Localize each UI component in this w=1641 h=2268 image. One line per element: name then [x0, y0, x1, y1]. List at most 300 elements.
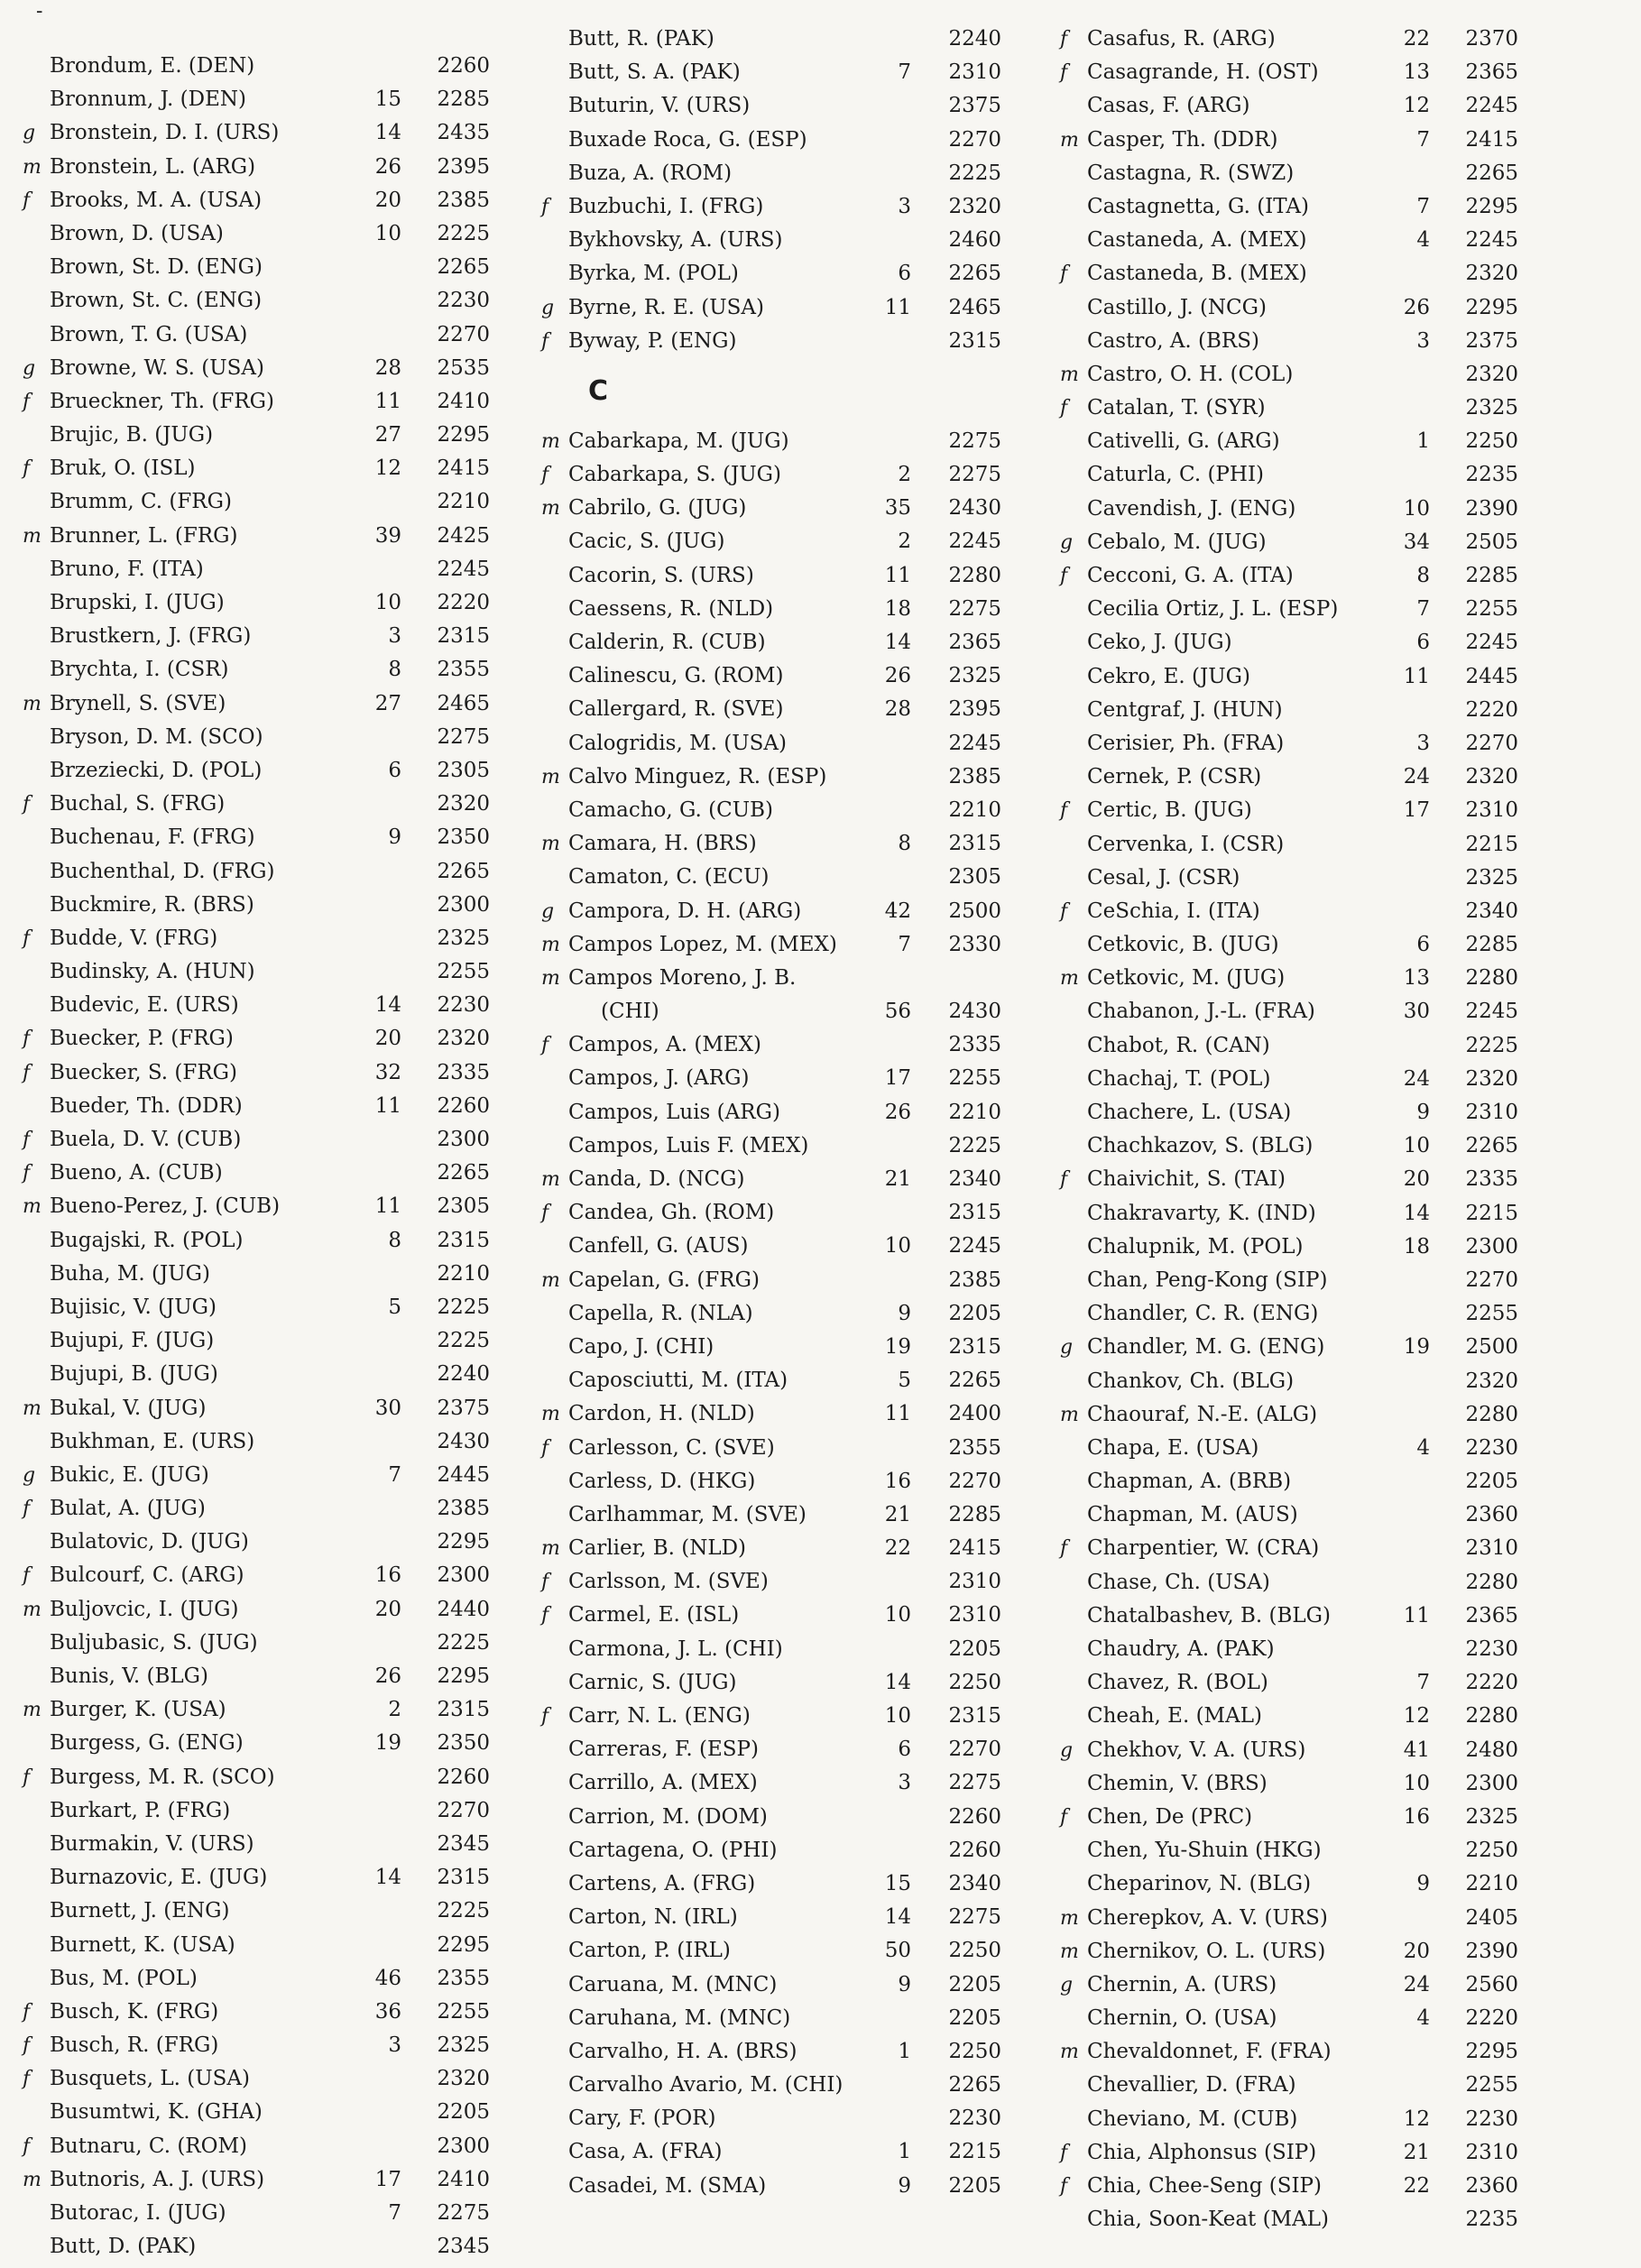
- player-entry: [23, 1123, 564, 1157]
- player-entry: [23, 821, 564, 854]
- title-marker: f: [23, 1129, 31, 1151]
- games-count: 1: [898, 2140, 911, 2164]
- player-entry: [1060, 626, 1601, 659]
- player-name: Brustkern, J. (FRG): [50, 624, 252, 649]
- player-name: Carreras, F. (ESP): [568, 1738, 760, 1762]
- player-name: (CHI): [601, 1000, 659, 1024]
- title-marker: f: [541, 1202, 549, 1225]
- player-name: Bulcourf, C. (ARG): [50, 1563, 244, 1588]
- elo-rating: 2240: [948, 27, 1001, 51]
- games-count: 28: [374, 355, 401, 380]
- games-count: 24: [1403, 1066, 1430, 1091]
- player-entry: [1060, 1063, 1601, 1096]
- player-entry: [1060, 224, 1601, 257]
- player-entry: [1060, 1264, 1601, 1297]
- elo-rating: 2360: [1465, 1503, 1518, 1527]
- player-name: Cartagena, O. (PHI): [568, 1838, 778, 1862]
- player-name: Chapman, M. (AUS): [1087, 1503, 1298, 1527]
- elo-rating: 2255: [1465, 597, 1518, 622]
- player-entry: [1060, 2170, 1601, 2203]
- player-entry: [23, 2029, 564, 2062]
- player-name: Bujisic, V. (JUG): [50, 1295, 217, 1319]
- elo-rating: 2245: [948, 1234, 1001, 1258]
- elo-rating: 2315: [437, 1866, 490, 1890]
- elo-rating: 2220: [1465, 697, 1518, 722]
- player-name: Buchenthal, D. (FRG): [50, 859, 275, 883]
- elo-rating: 2250: [1465, 429, 1518, 454]
- title-marker: m: [1060, 128, 1079, 152]
- player-entry: [23, 284, 564, 318]
- player-name: Carlsson, M. (SVE): [568, 1570, 769, 1594]
- player-entry: [541, 89, 1083, 123]
- player-entry: [541, 1129, 1083, 1163]
- player-name: Brzeziecki, D. (POL): [50, 758, 263, 782]
- player-name: Browne, W. S. (USA): [50, 355, 264, 380]
- games-count: 16: [1403, 1804, 1430, 1829]
- player-entry: [23, 83, 564, 116]
- player-entry: [1060, 995, 1601, 1028]
- games-count: 6: [898, 262, 911, 286]
- games-count: 7: [1416, 127, 1430, 152]
- player-name: Butt, R. (PAK): [568, 27, 714, 51]
- player-name: Certic, B. (JUG): [1087, 798, 1252, 823]
- player-name: Brynell, S. (SVE): [50, 691, 226, 715]
- player-name: Cecconi, G. A. (ITA): [1087, 564, 1294, 587]
- player-entry: [23, 1559, 564, 1592]
- player-entry: [23, 116, 564, 150]
- player-name: Bujupi, B. (JUG): [50, 1362, 218, 1387]
- games-count: 9: [898, 1972, 911, 1996]
- games-count: 9: [898, 1301, 911, 1325]
- player-entry: [541, 1565, 1083, 1599]
- elo-rating: 2310: [1465, 798, 1518, 823]
- elo-rating: 2310: [1465, 1101, 1518, 1124]
- elo-rating: 2300: [437, 1563, 490, 1588]
- player-entry: [1060, 727, 1601, 761]
- title-marker: f: [1060, 61, 1068, 85]
- elo-rating: 2305: [948, 865, 1001, 890]
- player-name: Bueno-Perez, J. (CUB): [50, 1194, 281, 1219]
- player-name: Brueckner, Th. (FRG): [50, 389, 275, 413]
- elo-rating: 2210: [948, 1100, 1001, 1124]
- player-entry: [1060, 1734, 1601, 1767]
- games-count: 18: [1403, 1234, 1430, 1258]
- player-name: Cetkovic, B. (JUG): [1087, 933, 1279, 957]
- player-name: Casper, Th. (DDR): [1087, 127, 1278, 152]
- games-count: 3: [1416, 328, 1430, 353]
- title-marker: m: [1060, 363, 1079, 386]
- games-count: 6: [1416, 933, 1430, 957]
- elo-rating: 2430: [948, 496, 1001, 521]
- player-name: Campos, Luis (ARG): [568, 1100, 780, 1124]
- elo-rating: 2255: [948, 1066, 1001, 1091]
- player-name: Chachere, L. (USA): [1087, 1101, 1292, 1124]
- elo-rating: 2310: [948, 60, 1001, 85]
- player-name: Burnett, K. (USA): [50, 1932, 235, 1957]
- elo-rating: 2265: [948, 2073, 1001, 2097]
- player-entry: [23, 385, 564, 419]
- player-name: Bruk, O. (ISL): [50, 456, 196, 481]
- elo-rating: 2320: [437, 2067, 490, 2091]
- player-name: Budde, V. (FRG): [50, 926, 218, 950]
- player-name: Campos, Luis F. (MEX): [568, 1133, 809, 1157]
- player-entry: [1060, 559, 1601, 593]
- player-name: Buckmire, R. (BRS): [50, 892, 254, 917]
- player-entry: [23, 1358, 564, 1391]
- player-entry: [541, 1766, 1083, 1800]
- elo-rating: 2320: [437, 792, 490, 816]
- player-entry: [23, 1828, 564, 1861]
- player-entry: [23, 754, 564, 788]
- player-entry: [1060, 358, 1601, 392]
- player-entry: [541, 1801, 1083, 1834]
- player-name: Canfell, G. (AUS): [568, 1234, 749, 1258]
- player-name: Carrillo, A. (MEX): [568, 1771, 758, 1795]
- title-marker: f: [1060, 28, 1068, 51]
- player-name: Bulat, A. (JUG): [50, 1497, 206, 1521]
- player-name: Calinescu, G. (ROM): [568, 664, 784, 688]
- games-count: 6: [388, 758, 401, 782]
- player-name: Casa, A. (FRA): [568, 2140, 723, 2164]
- elo-rating: 2205: [1465, 1470, 1518, 1494]
- player-entry: [541, 1666, 1083, 1700]
- elo-rating: 2205: [948, 1972, 1001, 1996]
- games-count: 30: [374, 1396, 401, 1420]
- player-name: Cesal, J. (CSR): [1087, 865, 1240, 890]
- player-entry: [541, 1196, 1083, 1230]
- title-marker: m: [541, 1537, 560, 1561]
- games-count: 11: [884, 1402, 911, 1426]
- games-count: 20: [1403, 1939, 1430, 1963]
- elo-rating: 2260: [437, 1765, 490, 1789]
- player-name: Caturla, C. (PHI): [1087, 463, 1265, 487]
- player-name: Cheah, E. (MAL): [1087, 1704, 1262, 1729]
- player-entry: [23, 1190, 564, 1223]
- elo-rating: 2210: [1465, 1872, 1518, 1896]
- player-entry: [1060, 1666, 1601, 1700]
- title-marker: f: [23, 457, 31, 481]
- elo-rating: 2310: [1465, 2140, 1518, 2164]
- player-entry: [541, 626, 1083, 659]
- title-marker: g: [541, 899, 555, 923]
- player-name: Chevaldonnet, F. (FRA): [1087, 2040, 1332, 2064]
- player-name: Chapman, A. (BRB): [1087, 1470, 1292, 1494]
- title-marker: f: [23, 1498, 31, 1521]
- elo-rating: 2325: [437, 926, 490, 950]
- games-count: 9: [388, 825, 401, 850]
- title-marker: f: [23, 1162, 31, 1185]
- title-marker: f: [1060, 899, 1068, 923]
- elo-rating: 2265: [1465, 161, 1518, 185]
- elo-rating: 2210: [948, 797, 1001, 822]
- player-name: Byrne, R. E. (USA): [568, 295, 764, 319]
- games-count: 18: [884, 596, 911, 621]
- elo-rating: 2205: [948, 2173, 1001, 2198]
- elo-rating: 2390: [1465, 496, 1518, 521]
- player-entry: [541, 2035, 1083, 2069]
- elo-rating: 2345: [437, 2235, 490, 2259]
- player-entry: [1060, 1801, 1601, 1834]
- player-entry: [1060, 1968, 1601, 2002]
- elo-rating: 2225: [437, 1630, 490, 1655]
- games-count: 26: [374, 154, 401, 179]
- player-name: Castaneda, A. (MEX): [1087, 228, 1307, 253]
- games-count: 7: [898, 932, 911, 956]
- player-name: Brondum, E. (DEN): [50, 54, 255, 78]
- elo-rating: 2345: [437, 1831, 490, 1856]
- title-marker: f: [1060, 2141, 1068, 2164]
- elo-rating: 2375: [1465, 328, 1518, 353]
- player-name: Brooks, M. A. (USA): [50, 188, 263, 212]
- elo-rating: 2225: [948, 1133, 1001, 1157]
- games-count: 8: [388, 1228, 401, 1252]
- elo-rating: 2295: [437, 1664, 490, 1688]
- player-entry: [23, 1593, 564, 1627]
- elo-rating: 2325: [1465, 1804, 1518, 1829]
- player-name: Cartens, A. (FRG): [568, 1871, 756, 1895]
- elo-rating: 2270: [1465, 731, 1518, 755]
- player-entry: [541, 1297, 1083, 1331]
- games-count: 10: [884, 1234, 911, 1258]
- games-count: 5: [388, 1295, 401, 1319]
- games-count: 14: [374, 1866, 401, 1890]
- player-entry: [541, 593, 1083, 626]
- player-entry: [1060, 862, 1601, 895]
- games-count: 8: [898, 832, 911, 856]
- title-marker: m: [23, 524, 41, 548]
- player-entry: [23, 352, 564, 385]
- games-count: 2: [388, 1698, 401, 1722]
- player-name: Buturin, V. (URS): [568, 94, 751, 118]
- games-count: 14: [884, 631, 911, 654]
- player-entry: [1060, 124, 1601, 157]
- title-marker: m: [23, 1699, 41, 1722]
- player-name: Bukal, V. (JUG): [50, 1396, 207, 1420]
- player-name: Brown, D. (USA): [50, 221, 224, 245]
- player-name: Chernin, O. (USA): [1087, 2006, 1277, 2031]
- title-marker: m: [1060, 1940, 1079, 1963]
- games-count: 21: [884, 1167, 911, 1191]
- player-entry: [1060, 1867, 1601, 1901]
- games-count: 15: [884, 1871, 911, 1895]
- title-marker: f: [541, 1034, 549, 1057]
- player-entry: [1060, 1297, 1601, 1331]
- elo-rating: 2265: [1465, 1134, 1518, 1158]
- player-name: Bunis, V. (BLG): [50, 1664, 209, 1688]
- elo-rating: 2210: [437, 490, 490, 514]
- games-count: 1: [898, 2039, 911, 2063]
- title-marker: g: [23, 1463, 36, 1487]
- player-name: Brown, St. C. (ENG): [50, 289, 263, 313]
- elo-rating: 2315: [948, 1704, 1001, 1728]
- player-entry: [23, 1895, 564, 1928]
- games-count: 3: [1416, 731, 1430, 755]
- player-name: Chaudry, A. (PAK): [1087, 1637, 1275, 1661]
- elo-rating: 2350: [437, 825, 490, 850]
- title-marker: g: [1060, 530, 1074, 554]
- player-entry: [541, 794, 1083, 827]
- player-name: Calogridis, M. (USA): [568, 731, 787, 755]
- player-entry: [541, 659, 1083, 693]
- player-entry: [1060, 1600, 1601, 1633]
- player-entry: [23, 2197, 564, 2230]
- player-entry: [1060, 895, 1601, 928]
- elo-rating: 2255: [1465, 2073, 1518, 2097]
- elo-rating: 2320: [1465, 1369, 1518, 1393]
- elo-rating: 2310: [1465, 1536, 1518, 1561]
- player-name: Bueno, A. (CUB): [50, 1161, 223, 1185]
- player-entry: [1060, 1498, 1601, 1532]
- elo-rating: 2285: [437, 88, 490, 112]
- player-name: Brunner, L. (FRG): [50, 523, 238, 548]
- games-count: 42: [884, 899, 911, 923]
- games-count: 5: [898, 1369, 911, 1393]
- elo-rating: 2270: [437, 1798, 490, 1822]
- player-name: Chaouraf, N.-E. (ALG): [1087, 1402, 1318, 1426]
- games-count: 39: [374, 523, 401, 548]
- games-count: 10: [1403, 496, 1430, 521]
- player-entry: [541, 1599, 1083, 1632]
- elo-rating: 2265: [948, 262, 1001, 286]
- elo-rating: 2335: [948, 1033, 1001, 1057]
- title-marker: f: [541, 1571, 549, 1594]
- player-name: Chernikov, O. L. (URS): [1087, 1939, 1326, 1963]
- elo-rating: 2225: [948, 161, 1001, 185]
- title-marker: m: [1060, 967, 1079, 991]
- elo-rating: 2315: [437, 1698, 490, 1722]
- elo-rating: 2375: [437, 1396, 490, 1420]
- elo-rating: 2265: [437, 255, 490, 280]
- player-entry: [1060, 962, 1601, 995]
- title-marker: f: [23, 390, 31, 413]
- player-name: Chabot, R. (CAN): [1087, 1033, 1270, 1057]
- title-marker: f: [1060, 2175, 1068, 2198]
- elo-rating: 2370: [1465, 27, 1518, 51]
- games-count: 13: [1403, 966, 1430, 991]
- games-count: 11: [1403, 664, 1430, 688]
- games-count: 7: [1416, 597, 1430, 622]
- player-entry: [23, 318, 564, 352]
- player-entry: [541, 895, 1083, 928]
- player-name: Byway, P. (ENG): [568, 328, 737, 353]
- player-entry: [23, 1258, 564, 1291]
- player-entry: [541, 1028, 1083, 1062]
- player-entry: [1060, 694, 1601, 727]
- player-entry: [23, 419, 564, 452]
- title-marker: m: [541, 966, 560, 990]
- games-count: 13: [1403, 60, 1430, 85]
- title-marker: f: [1060, 1168, 1068, 1192]
- player-entry: [1060, 2103, 1601, 2136]
- games-count: 19: [1403, 1335, 1430, 1360]
- player-entry: [23, 586, 564, 620]
- player-entry: [1060, 1566, 1601, 1600]
- elo-rating: 2320: [1465, 362, 1518, 386]
- player-name: Carvalho Avario, M. (CHI): [568, 2073, 844, 2097]
- player-entry: [1060, 157, 1601, 190]
- title-marker: f: [23, 2034, 31, 2058]
- player-entry: [541, 1432, 1083, 1465]
- games-count: 10: [374, 591, 401, 614]
- title-marker: m: [541, 429, 560, 453]
- player-name: Busquets, L. (USA): [50, 2067, 250, 2091]
- elo-rating: 2295: [1465, 295, 1518, 319]
- games-count: 7: [1416, 1671, 1430, 1695]
- player-name: Casafus, R. (ARG): [1087, 27, 1276, 51]
- player-entry: [541, 1465, 1083, 1498]
- player-entry: [1060, 23, 1601, 56]
- player-name: Callergard, R. (SVE): [568, 697, 784, 722]
- elo-rating: 2270: [437, 322, 490, 346]
- player-name: Castagna, R. (SWZ): [1087, 161, 1295, 185]
- elo-rating: 2255: [437, 1999, 490, 2024]
- player-entry: [1060, 828, 1601, 862]
- elo-rating: 2205: [948, 1636, 1001, 1661]
- player-entry: [1060, 1398, 1601, 1432]
- player-name: Cary, F. (POR): [568, 2107, 716, 2131]
- player-entry: [23, 1022, 564, 1056]
- player-entry: [1060, 2136, 1601, 2170]
- player-name: Carvalho, H. A. (BRS): [568, 2039, 797, 2063]
- elo-rating: 2220: [437, 591, 490, 614]
- games-count: 26: [1403, 295, 1430, 319]
- player-entry: [1060, 593, 1601, 626]
- player-entry: [23, 1392, 564, 1425]
- games-count: 14: [1403, 1201, 1430, 1225]
- player-name: Bronstein, L. (ARG): [50, 154, 256, 179]
- elo-rating: 2330: [948, 932, 1001, 956]
- player-entry: [1060, 392, 1601, 425]
- player-entry: [1060, 1935, 1601, 1968]
- elo-rating: 2315: [437, 1228, 490, 1252]
- player-entry: [23, 520, 564, 553]
- player-name: Carless, D. (HKG): [568, 1469, 756, 1493]
- games-count: 24: [1403, 765, 1430, 789]
- elo-rating: 2250: [948, 2039, 1001, 2063]
- elo-rating: 2385: [948, 1268, 1001, 1292]
- player-name: Camaton, C. (ECU): [568, 865, 770, 890]
- player-entry: [541, 2102, 1083, 2135]
- elo-rating: 2275: [948, 1771, 1001, 1795]
- player-name: Buela, D. V. (CUB): [50, 1128, 242, 1151]
- player-entry: [23, 922, 564, 955]
- elo-rating: 2300: [1465, 1771, 1518, 1795]
- elo-rating: 2225: [437, 221, 490, 245]
- player-name: Byrka, M. (POL): [568, 262, 739, 286]
- elo-rating: 2270: [948, 1469, 1001, 1493]
- player-name: Cecilia Ortiz, J. L. (ESP): [1087, 597, 1339, 622]
- player-name: Campos Moreno, J. B.: [568, 965, 797, 990]
- player-entry: [23, 788, 564, 821]
- elo-rating: 2270: [1465, 1268, 1518, 1292]
- player-name: Chatalbashev, B. (BLG): [1087, 1603, 1332, 1627]
- elo-rating: 2315: [437, 624, 490, 649]
- player-entry: [541, 23, 1083, 56]
- player-name: Cerisier, Ph. (FRA): [1087, 731, 1285, 755]
- player-entry: [1060, 1633, 1601, 1666]
- elo-rating: 2245: [948, 530, 1001, 554]
- elo-rating: 2285: [948, 1502, 1001, 1526]
- player-entry: [23, 1056, 564, 1090]
- elo-rating: 2260: [948, 1838, 1001, 1862]
- title-marker: m: [23, 1598, 41, 1621]
- player-entry: [1060, 458, 1601, 492]
- elo-rating: 2275: [948, 596, 1001, 621]
- section-letter: C: [588, 374, 609, 407]
- games-count: 10: [884, 1603, 911, 1627]
- player-name: Brujic, B. (JUG): [50, 423, 214, 447]
- elo-rating: 2325: [948, 664, 1001, 688]
